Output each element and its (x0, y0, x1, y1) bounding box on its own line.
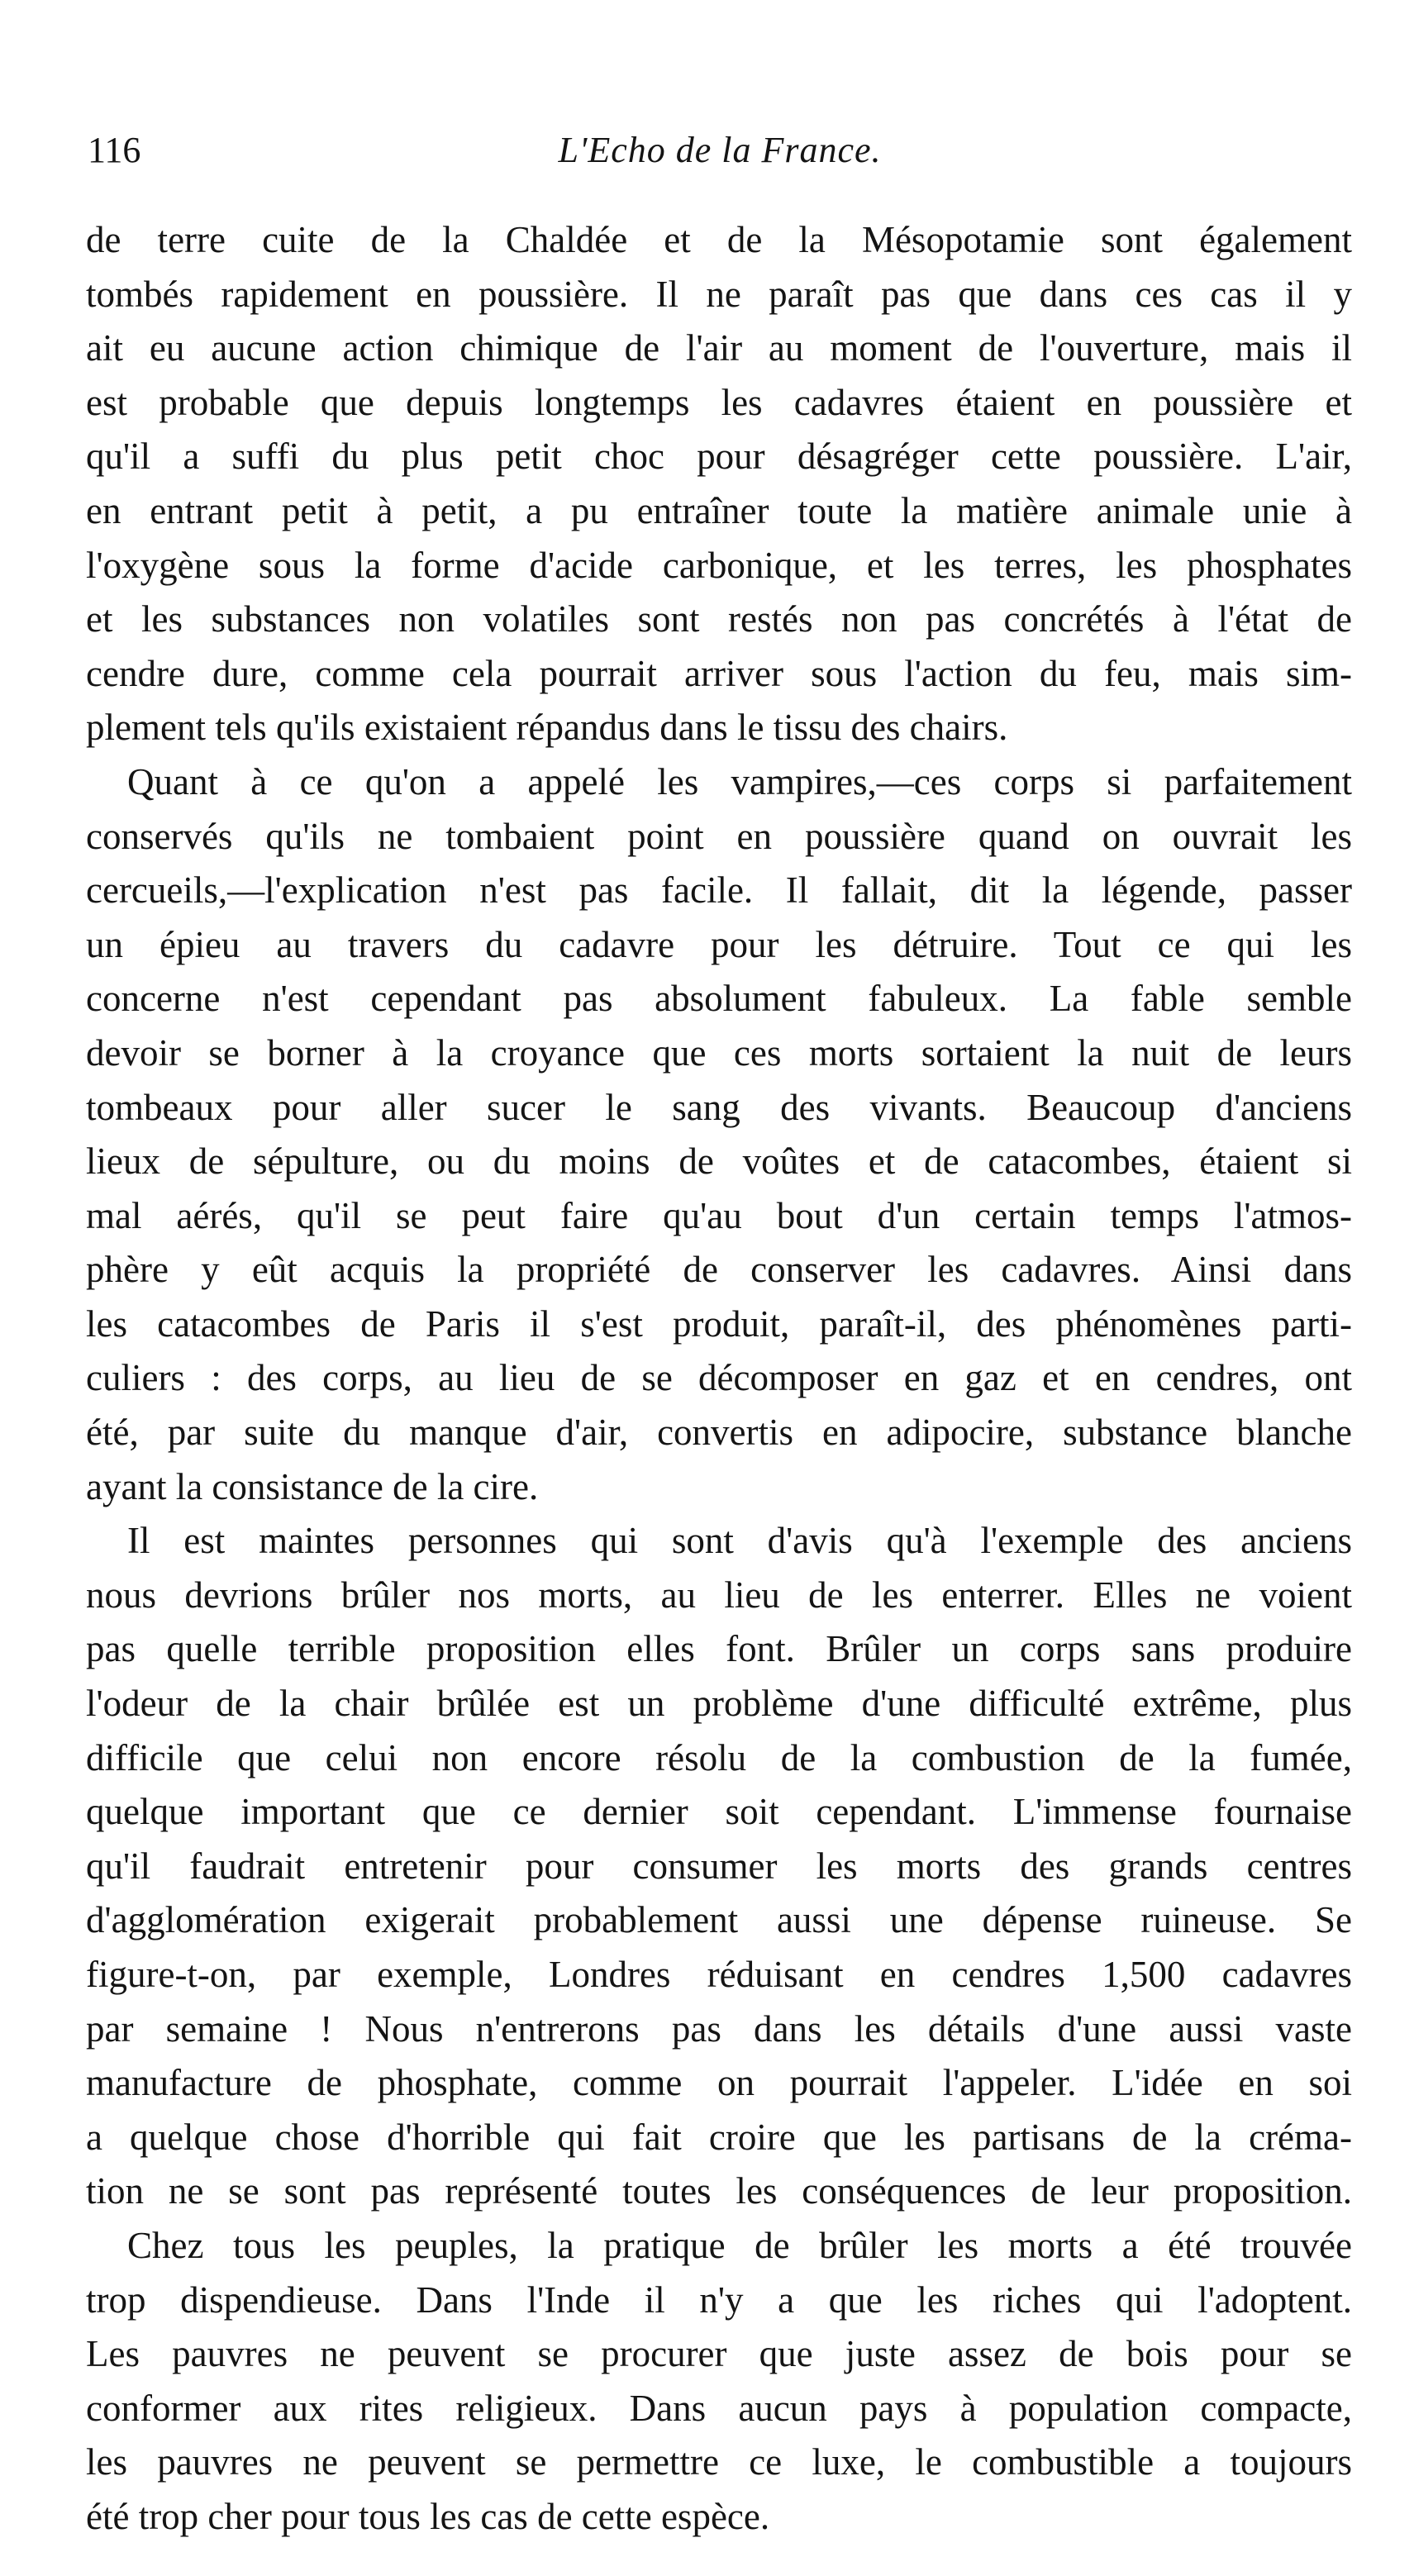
text-line: Les pauvres ne peuvent se procurer que juste assez de bois pour se (86, 2333, 1352, 2375)
text-line: ait eu aucune action chimique de l'air au moment de l'ouverture, mais il (86, 327, 1352, 369)
text-line: d'agglomération exigerait probablement aussi une dépense ruineuse. Se (86, 1899, 1352, 1941)
text-line: plement tels qu'ils existaient répandus dans le tissu des chairs. (86, 707, 1008, 749)
page-number: 116 (88, 130, 141, 170)
text-line: été, par suite du manque d'air, convertis en adipocire, substance blanche (86, 1412, 1352, 1454)
text-line: est probable que depuis longtemps les cadavres étaient en poussière et (86, 381, 1352, 423)
text-line: mal aérés, qu'il se peut faire qu'au bout d'un certain temps l'atmos- (86, 1194, 1352, 1236)
text-line: figure-t-on, par exemple, Londres réduisant en cendres 1,500 cadavres (86, 1954, 1352, 1995)
text-line: pas quelle terrible proposition elles font. Brûler un corps sans produire (86, 1628, 1352, 1670)
text-line: Chez tous les peuples, la pratique de brûler les morts a été trouvée (127, 2224, 1352, 2266)
text-line: nous devrions brûler nos morts, au lieu de les enterrer. Elles ne voient (86, 1574, 1352, 1616)
text-line: qu'il a suffi du plus petit choc pour désagréger cette poussière. L'air, (86, 436, 1352, 478)
text-line: les catacombes de Paris il s'est produit, paraît-il, des phénomènes parti- (86, 1302, 1352, 1345)
paragraph-4 (86, 2219, 1352, 2545)
text-line: été trop cher pour tous les cas de cette espèce. (86, 2495, 770, 2537)
text-line: tombeaux pour aller sucer le sang des vivants. Beaucoup d'anciens (86, 1086, 1352, 1128)
text-line: culiers : des corps, au lieu de se décomposer en gaz et en cendres, ont (86, 1357, 1352, 1399)
text-line: cercueils,—l'explication n'est pas facile. Il fallait, dit la légende, passer (86, 869, 1352, 912)
text-line: Quant à ce qu'on a appelé les vampires,—ces corps si parfaitement (127, 760, 1352, 802)
text-line: lieux de sépulture, ou du moins de voûtes et de catacombes, étaient si (86, 1140, 1352, 1183)
text-line: en entrant petit à petit, a pu entraîner toute la matière animale unie à (86, 489, 1352, 531)
text-line: qu'il faudrait entretenir pour consumer les morts des grands centres (86, 1845, 1352, 1887)
text-line: l'odeur de la chair brûlée est un problème d'une difficulté extrême, plus (86, 1683, 1352, 1725)
body-text (86, 213, 1352, 2545)
text-line: manufacture de phosphate, comme on pourrait l'appeler. L'idée en soi (86, 2062, 1352, 2104)
text-line: les pauvres ne peuvent se permettre ce luxe, le combustible a toujours (86, 2441, 1352, 2483)
journal-title: L'Echo de la France. (558, 130, 882, 170)
text-line: et les substances non volatiles sont restés non pas concrétés à l'état de (86, 598, 1352, 640)
text-line: quelque important que ce dernier soit cependant. L'immense fournaise (86, 1791, 1352, 1833)
text-line: cendre dure, comme cela pourrait arriver sous l'action du feu, mais sim- (86, 652, 1352, 694)
text-line: conservés qu'ils ne tombaient point en poussière quand on ouvrait les (86, 815, 1352, 857)
text-line: l'oxygène sous la forme d'acide carbonique, et les terres, les phosphates (86, 544, 1352, 586)
paragraph-3 (86, 1514, 1352, 2219)
text-line: ayant la consistance de la cire. (86, 1465, 539, 1507)
text-line: Il est maintes personnes qui sont d'avis qu'à l'exemple des anciens (127, 1520, 1352, 1562)
text-line: concerne n'est cependant pas absolument fabuleux. La fable semble (86, 978, 1352, 1020)
text-line: phère y eût acquis la propriété de conserver les cadavres. Ainsi dans (86, 1249, 1352, 1291)
paragraph-2 (86, 755, 1352, 1514)
text-line: devoir se borner à la croyance que ces morts sortaient la nuit de leurs (86, 1031, 1352, 1074)
text-line: tombés rapidement en poussière. Il ne paraît pas que dans ces cas il y (86, 273, 1352, 315)
text-line: difficile que celui non encore résolu de la combustion de la fumée, (86, 1736, 1352, 1778)
running-head (88, 124, 1352, 177)
text-line: trop dispendieuse. Dans l'Inde il n'y a que les riches qui l'adoptent. (86, 2278, 1352, 2321)
text-line: de terre cuite de la Chaldée et de la Mésopotamie sont également (86, 219, 1352, 260)
text-line: un épieu au travers du cadavre pour les détruire. Tout ce qui les (86, 923, 1352, 965)
text-line: conformer aux rites religieux. Dans aucun pays à population compacte, (86, 2387, 1352, 2429)
text-line: par semaine ! Nous n'entrerons pas dans les détails d'une aussi vaste (86, 2007, 1352, 2050)
paragraph-1 (86, 213, 1352, 755)
text-line: a quelque chose d'horrible qui fait croire que les partisans de la créma- (86, 2116, 1352, 2158)
text-line: tion ne se sont pas représenté toutes les conséquences de leur proposition. (86, 2170, 1352, 2212)
